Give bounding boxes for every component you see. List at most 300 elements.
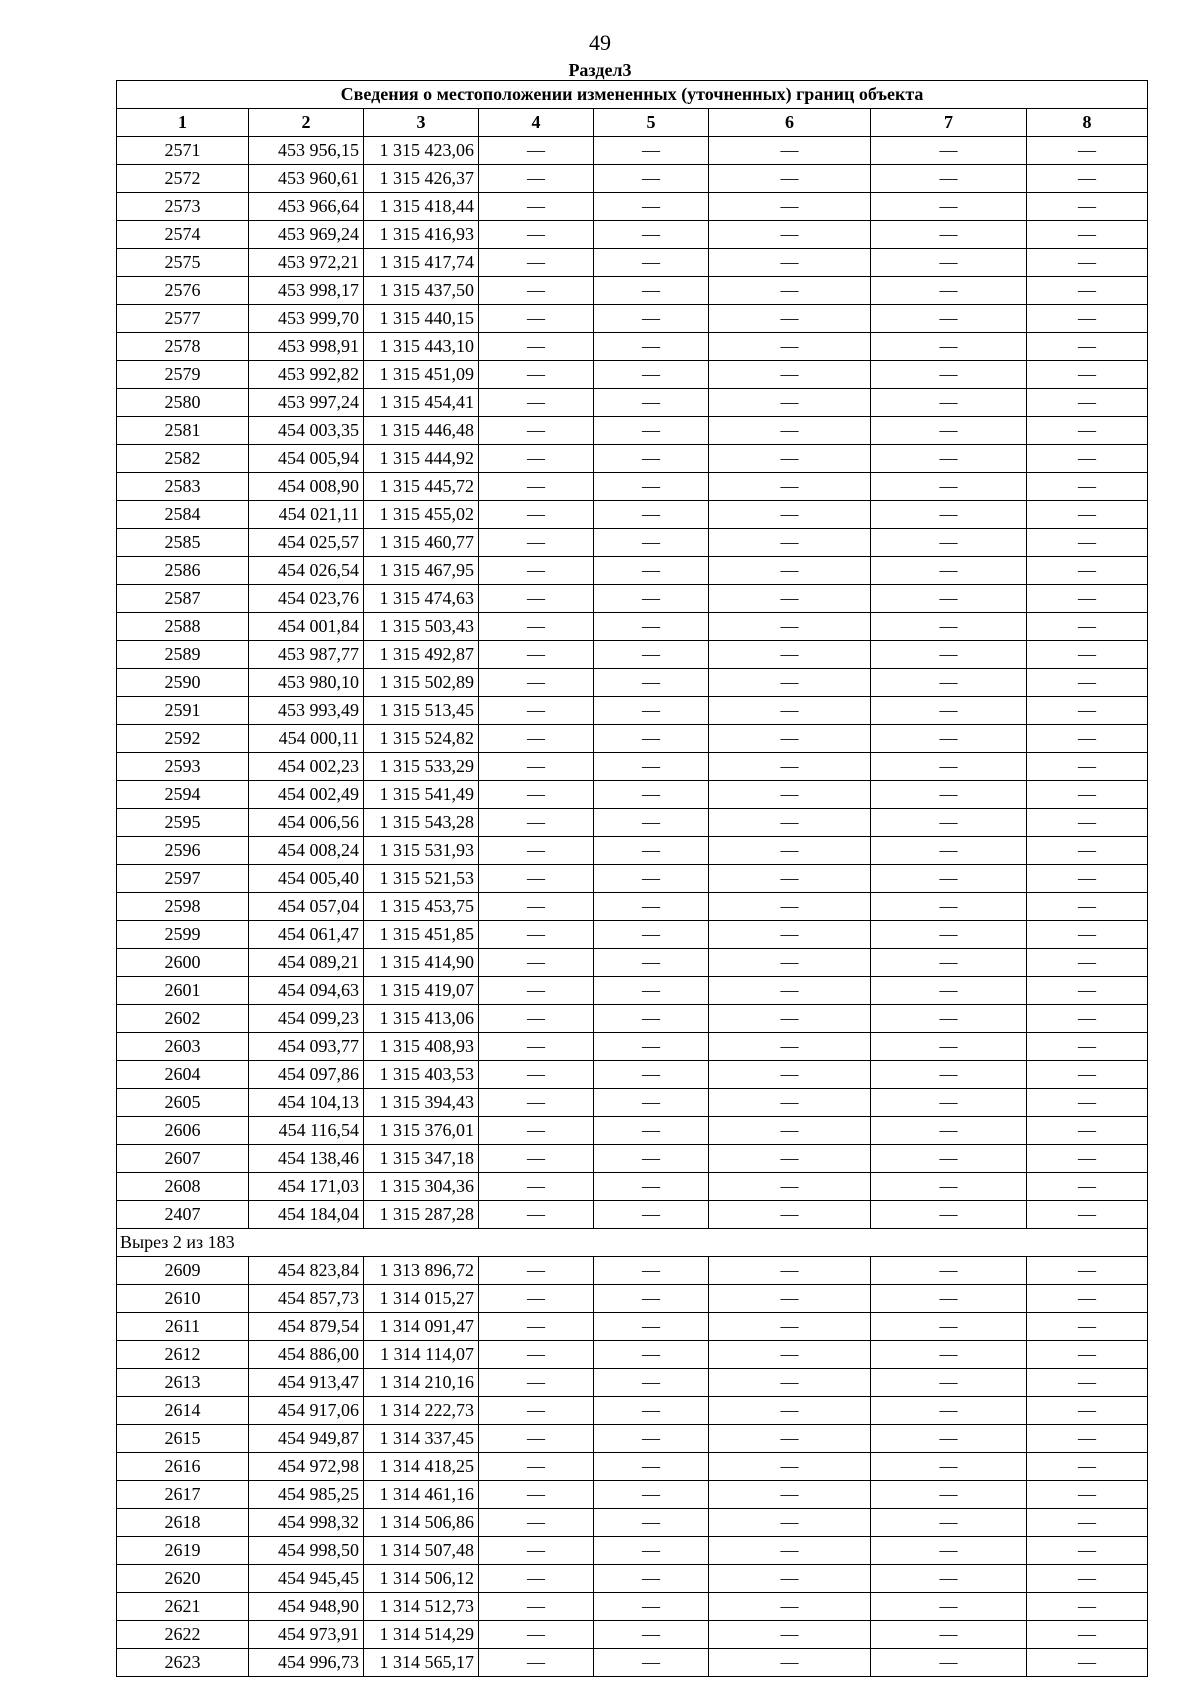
empty-dash-cell: — (1027, 1509, 1148, 1537)
coordinate-x-cell: 454 002,23 (249, 753, 364, 781)
empty-dash-cell: — (709, 1509, 871, 1537)
empty-dash-cell: — (1027, 1313, 1148, 1341)
empty-dash-cell: — (871, 165, 1027, 193)
table-row (117, 1453, 1148, 1481)
empty-dash-cell: — (871, 921, 1027, 949)
coordinate-y-cell: 1 314 512,73 (364, 1593, 479, 1621)
point-number-cell: 2587 (117, 585, 249, 613)
coordinate-x-cell: 454 026,54 (249, 557, 364, 585)
coordinate-y-cell: 1 315 531,93 (364, 837, 479, 865)
empty-dash-cell: — (709, 1649, 871, 1677)
empty-dash-cell: — (1027, 753, 1148, 781)
empty-dash-cell: — (479, 1425, 594, 1453)
empty-dash-cell: — (594, 473, 709, 501)
empty-dash-cell: — (1027, 557, 1148, 585)
empty-dash-cell: — (594, 333, 709, 361)
table-row (117, 1061, 1148, 1089)
empty-dash-cell: — (709, 1061, 871, 1089)
empty-dash-cell: — (871, 1537, 1027, 1565)
empty-dash-cell: — (594, 501, 709, 529)
empty-dash-cell: — (594, 1621, 709, 1649)
empty-dash-cell: — (871, 1145, 1027, 1173)
empty-dash-cell: — (479, 1453, 594, 1481)
empty-dash-cell: — (479, 1285, 594, 1313)
empty-dash-cell: — (1027, 1145, 1148, 1173)
coordinate-x-cell: 453 972,21 (249, 249, 364, 277)
coordinate-x-cell: 454 998,32 (249, 1509, 364, 1537)
empty-dash-cell: — (1027, 1201, 1148, 1229)
coordinate-x-cell: 454 948,90 (249, 1593, 364, 1621)
table-row (117, 1593, 1148, 1621)
point-number-cell: 2598 (117, 893, 249, 921)
point-number-cell: 2581 (117, 417, 249, 445)
empty-dash-cell: — (594, 1509, 709, 1537)
empty-dash-cell: — (871, 501, 1027, 529)
point-number-cell: 2610 (117, 1285, 249, 1313)
empty-dash-cell: — (709, 389, 871, 417)
coordinate-x-cell: 454 006,56 (249, 809, 364, 837)
empty-dash-cell: — (871, 697, 1027, 725)
empty-dash-cell: — (1027, 1649, 1148, 1677)
coordinate-x-cell: 454 886,00 (249, 1341, 364, 1369)
empty-dash-cell: — (594, 277, 709, 305)
column-header: 5 (594, 109, 709, 137)
empty-dash-cell: — (1027, 949, 1148, 977)
table-row (117, 949, 1148, 977)
empty-dash-cell: — (594, 641, 709, 669)
empty-dash-cell: — (871, 669, 1027, 697)
empty-dash-cell: — (709, 949, 871, 977)
empty-dash-cell: — (1027, 1285, 1148, 1313)
empty-dash-cell: — (1027, 1593, 1148, 1621)
empty-dash-cell: — (709, 1313, 871, 1341)
empty-dash-cell: — (871, 221, 1027, 249)
empty-dash-cell: — (709, 445, 871, 473)
table-row (117, 529, 1148, 557)
empty-dash-cell: — (594, 949, 709, 977)
table-row (117, 725, 1148, 753)
empty-dash-cell: — (479, 585, 594, 613)
table-row (117, 1509, 1148, 1537)
point-number-cell: 2586 (117, 557, 249, 585)
empty-dash-cell: — (709, 473, 871, 501)
coordinate-x-cell: 454 003,35 (249, 417, 364, 445)
point-number-cell: 2577 (117, 305, 249, 333)
point-number-cell: 2606 (117, 1117, 249, 1145)
empty-dash-cell: — (709, 1453, 871, 1481)
empty-dash-cell: — (594, 725, 709, 753)
point-number-cell: 2588 (117, 613, 249, 641)
empty-dash-cell: — (1027, 613, 1148, 641)
coordinate-x-cell: 453 998,17 (249, 277, 364, 305)
empty-dash-cell: — (1027, 333, 1148, 361)
empty-dash-cell: — (1027, 585, 1148, 613)
coordinate-x-cell: 453 966,64 (249, 193, 364, 221)
empty-dash-cell: — (479, 501, 594, 529)
empty-dash-cell: — (871, 949, 1027, 977)
page-number: 49 (589, 30, 611, 55)
table-row (117, 1117, 1148, 1145)
column-header: 1 (117, 109, 249, 137)
coordinate-x-cell: 454 094,63 (249, 977, 364, 1005)
table-row (117, 613, 1148, 641)
empty-dash-cell: — (1027, 1033, 1148, 1061)
coordinate-y-cell: 1 314 565,17 (364, 1649, 479, 1677)
empty-dash-cell: — (709, 809, 871, 837)
table-row (117, 809, 1148, 837)
empty-dash-cell: — (709, 501, 871, 529)
point-number-cell: 2589 (117, 641, 249, 669)
empty-dash-cell: — (479, 529, 594, 557)
point-number-cell: 2576 (117, 277, 249, 305)
coordinate-y-cell: 1 315 440,15 (364, 305, 479, 333)
empty-dash-cell: — (479, 949, 594, 977)
empty-dash-cell: — (594, 1173, 709, 1201)
empty-dash-cell: — (709, 1397, 871, 1425)
coordinate-x-cell: 454 879,54 (249, 1313, 364, 1341)
coordinate-y-cell: 1 315 416,93 (364, 221, 479, 249)
table-row (117, 249, 1148, 277)
table-row (117, 473, 1148, 501)
empty-dash-cell: — (871, 557, 1027, 585)
empty-dash-cell: — (709, 277, 871, 305)
empty-dash-cell: — (871, 781, 1027, 809)
empty-dash-cell: — (871, 1397, 1027, 1425)
empty-dash-cell: — (1027, 249, 1148, 277)
coordinate-y-cell: 1 315 503,43 (364, 613, 479, 641)
table-row (117, 669, 1148, 697)
coordinate-y-cell: 1 315 521,53 (364, 865, 479, 893)
empty-dash-cell: — (479, 249, 594, 277)
empty-dash-cell: — (709, 417, 871, 445)
empty-dash-cell: — (594, 165, 709, 193)
coordinate-x-cell: 454 996,73 (249, 1649, 364, 1677)
empty-dash-cell: — (479, 193, 594, 221)
point-number-cell: 2599 (117, 921, 249, 949)
table-row (117, 417, 1148, 445)
coordinate-x-cell: 454 002,49 (249, 781, 364, 809)
table-row (117, 1145, 1148, 1173)
empty-dash-cell: — (594, 781, 709, 809)
coordinate-x-cell: 454 021,11 (249, 501, 364, 529)
empty-dash-cell: — (871, 1173, 1027, 1201)
point-number-cell: 2597 (117, 865, 249, 893)
coordinate-y-cell: 1 315 502,89 (364, 669, 479, 697)
column-header: 8 (1027, 109, 1148, 137)
point-number-cell: 2580 (117, 389, 249, 417)
table-body (117, 137, 1148, 1677)
point-number-cell: 2593 (117, 753, 249, 781)
point-number-cell: 2623 (117, 1649, 249, 1677)
empty-dash-cell: — (871, 361, 1027, 389)
empty-dash-cell: — (479, 781, 594, 809)
coordinates-table (116, 80, 1148, 1677)
empty-dash-cell: — (479, 1537, 594, 1565)
empty-dash-cell: — (709, 1201, 871, 1229)
empty-dash-cell: — (709, 1425, 871, 1453)
table-row (117, 193, 1148, 221)
point-number-cell: 2618 (117, 1509, 249, 1537)
coordinate-x-cell: 454 184,04 (249, 1201, 364, 1229)
table-row (117, 1313, 1148, 1341)
coordinate-y-cell: 1 315 419,07 (364, 977, 479, 1005)
table-row (117, 865, 1148, 893)
empty-dash-cell: — (871, 1061, 1027, 1089)
empty-dash-cell: — (594, 445, 709, 473)
column-header: 4 (479, 109, 594, 137)
empty-dash-cell: — (871, 249, 1027, 277)
empty-dash-cell: — (594, 1453, 709, 1481)
coordinate-y-cell: 1 315 423,06 (364, 137, 479, 165)
empty-dash-cell: — (1027, 725, 1148, 753)
empty-dash-cell: — (479, 697, 594, 725)
coordinate-y-cell: 1 314 222,73 (364, 1397, 479, 1425)
empty-dash-cell: — (594, 1649, 709, 1677)
empty-dash-cell: — (1027, 1369, 1148, 1397)
coordinate-y-cell: 1 314 514,29 (364, 1621, 479, 1649)
point-number-cell: 2583 (117, 473, 249, 501)
empty-dash-cell: — (1027, 1061, 1148, 1089)
coordinate-y-cell: 1 315 451,85 (364, 921, 479, 949)
coordinate-y-cell: 1 315 467,95 (364, 557, 479, 585)
coordinate-y-cell: 1 313 896,72 (364, 1257, 479, 1285)
empty-dash-cell: — (594, 1005, 709, 1033)
table-row (117, 361, 1148, 389)
empty-dash-cell: — (594, 1397, 709, 1425)
empty-dash-cell: — (594, 193, 709, 221)
empty-dash-cell: — (479, 865, 594, 893)
empty-dash-cell: — (479, 1089, 594, 1117)
coordinate-x-cell: 454 116,54 (249, 1117, 364, 1145)
column-header: 3 (364, 109, 479, 137)
coordinate-x-cell: 454 998,50 (249, 1537, 364, 1565)
empty-dash-cell: — (709, 613, 871, 641)
empty-dash-cell: — (479, 669, 594, 697)
empty-dash-cell: — (1027, 1537, 1148, 1565)
empty-dash-cell: — (709, 333, 871, 361)
point-number-cell: 2611 (117, 1313, 249, 1341)
point-number-cell: 2614 (117, 1397, 249, 1425)
empty-dash-cell: — (479, 1593, 594, 1621)
point-number-cell: 2596 (117, 837, 249, 865)
empty-dash-cell: — (594, 1313, 709, 1341)
subsection-label: Вырез 2 из 183 (117, 1229, 1148, 1257)
empty-dash-cell: — (871, 333, 1027, 361)
coordinate-x-cell: 454 008,24 (249, 837, 364, 865)
empty-dash-cell: — (1027, 1481, 1148, 1509)
coordinate-y-cell: 1 315 446,48 (364, 417, 479, 445)
empty-dash-cell: — (479, 1313, 594, 1341)
empty-dash-cell: — (594, 389, 709, 417)
coordinate-y-cell: 1 315 543,28 (364, 809, 479, 837)
empty-dash-cell: — (709, 1145, 871, 1173)
coordinate-x-cell: 454 985,25 (249, 1481, 364, 1509)
point-number-cell: 2600 (117, 949, 249, 977)
empty-dash-cell: — (479, 137, 594, 165)
coordinate-y-cell: 1 315 443,10 (364, 333, 479, 361)
coordinate-y-cell: 1 315 451,09 (364, 361, 479, 389)
empty-dash-cell: — (871, 1509, 1027, 1537)
coordinate-x-cell: 454 823,84 (249, 1257, 364, 1285)
coordinate-y-cell: 1 315 413,06 (364, 1005, 479, 1033)
coordinate-y-cell: 1 315 513,45 (364, 697, 479, 725)
empty-dash-cell: — (594, 1257, 709, 1285)
coordinate-y-cell: 1 314 337,45 (364, 1425, 479, 1453)
table-row (117, 1565, 1148, 1593)
empty-dash-cell: — (1027, 193, 1148, 221)
empty-dash-cell: — (594, 1565, 709, 1593)
empty-dash-cell: — (1027, 1425, 1148, 1453)
empty-dash-cell: — (1027, 389, 1148, 417)
coordinate-x-cell: 454 057,04 (249, 893, 364, 921)
empty-dash-cell: — (1027, 305, 1148, 333)
point-number-cell: 2622 (117, 1621, 249, 1649)
coordinate-x-cell: 453 956,15 (249, 137, 364, 165)
empty-dash-cell: — (709, 249, 871, 277)
empty-dash-cell: — (709, 1341, 871, 1369)
coordinate-y-cell: 1 315 492,87 (364, 641, 479, 669)
coordinate-y-cell: 1 314 210,16 (364, 1369, 479, 1397)
empty-dash-cell: — (871, 417, 1027, 445)
coordinate-y-cell: 1 315 454,41 (364, 389, 479, 417)
empty-dash-cell: — (479, 1565, 594, 1593)
empty-dash-cell: — (871, 1201, 1027, 1229)
empty-dash-cell: — (479, 1481, 594, 1509)
point-number-cell: 2579 (117, 361, 249, 389)
empty-dash-cell: — (871, 529, 1027, 557)
empty-dash-cell: — (871, 865, 1027, 893)
coordinate-y-cell: 1 315 394,43 (364, 1089, 479, 1117)
point-number-cell: 2608 (117, 1173, 249, 1201)
empty-dash-cell: — (871, 137, 1027, 165)
empty-dash-cell: — (1027, 277, 1148, 305)
empty-dash-cell: — (709, 529, 871, 557)
coordinate-x-cell: 454 061,47 (249, 921, 364, 949)
coordinate-x-cell: 454 097,86 (249, 1061, 364, 1089)
empty-dash-cell: — (709, 725, 871, 753)
empty-dash-cell: — (709, 921, 871, 949)
empty-dash-cell: — (709, 837, 871, 865)
empty-dash-cell: — (1027, 361, 1148, 389)
point-number-cell: 2575 (117, 249, 249, 277)
empty-dash-cell: — (594, 1201, 709, 1229)
coordinate-x-cell: 454 093,77 (249, 1033, 364, 1061)
column-header: 2 (249, 109, 364, 137)
empty-dash-cell: — (1027, 697, 1148, 725)
empty-dash-cell: — (709, 1537, 871, 1565)
table-row (117, 445, 1148, 473)
table-row (117, 1089, 1148, 1117)
table-row (117, 921, 1148, 949)
table-row (117, 1537, 1148, 1565)
empty-dash-cell: — (1027, 501, 1148, 529)
table-row (117, 893, 1148, 921)
empty-dash-cell: — (871, 585, 1027, 613)
empty-dash-cell: — (479, 1201, 594, 1229)
point-number-cell: 2574 (117, 221, 249, 249)
empty-dash-cell: — (871, 1285, 1027, 1313)
empty-dash-cell: — (709, 165, 871, 193)
point-number-cell: 2607 (117, 1145, 249, 1173)
coordinate-y-cell: 1 314 506,12 (364, 1565, 479, 1593)
empty-dash-cell: — (479, 305, 594, 333)
table-row (117, 781, 1148, 809)
coordinate-x-cell: 453 999,70 (249, 305, 364, 333)
empty-dash-cell: — (871, 893, 1027, 921)
point-number-cell: 2595 (117, 809, 249, 837)
empty-dash-cell: — (1027, 669, 1148, 697)
empty-dash-cell: — (479, 1621, 594, 1649)
empty-dash-cell: — (709, 1173, 871, 1201)
coordinate-y-cell: 1 315 287,28 (364, 1201, 479, 1229)
empty-dash-cell: — (709, 1033, 871, 1061)
point-number-cell: 2590 (117, 669, 249, 697)
coordinate-y-cell: 1 315 418,44 (364, 193, 479, 221)
empty-dash-cell: — (871, 1565, 1027, 1593)
empty-dash-cell: — (479, 417, 594, 445)
table-row (117, 837, 1148, 865)
empty-dash-cell: — (479, 725, 594, 753)
empty-dash-cell: — (479, 921, 594, 949)
empty-dash-cell: — (594, 137, 709, 165)
empty-dash-cell: — (709, 193, 871, 221)
empty-dash-cell: — (709, 753, 871, 781)
empty-dash-cell: — (1027, 1565, 1148, 1593)
empty-dash-cell: — (709, 221, 871, 249)
table-row (117, 697, 1148, 725)
empty-dash-cell: — (594, 613, 709, 641)
point-number-cell: 2615 (117, 1425, 249, 1453)
empty-dash-cell: — (1027, 1089, 1148, 1117)
empty-dash-cell: — (479, 1509, 594, 1537)
coordinate-x-cell: 454 005,40 (249, 865, 364, 893)
empty-dash-cell: — (1027, 1257, 1148, 1285)
empty-dash-cell: — (479, 1649, 594, 1677)
table-row (117, 1397, 1148, 1425)
coordinate-x-cell: 454 913,47 (249, 1369, 364, 1397)
coordinate-y-cell: 1 315 347,18 (364, 1145, 479, 1173)
empty-dash-cell: — (871, 1313, 1027, 1341)
empty-dash-cell: — (709, 1593, 871, 1621)
coordinate-y-cell: 1 314 091,47 (364, 1313, 479, 1341)
empty-dash-cell: — (1027, 529, 1148, 557)
empty-dash-cell: — (709, 1005, 871, 1033)
empty-dash-cell: — (594, 809, 709, 837)
empty-dash-cell: — (594, 893, 709, 921)
empty-dash-cell: — (594, 865, 709, 893)
empty-dash-cell: — (709, 1369, 871, 1397)
empty-dash-cell: — (871, 193, 1027, 221)
table-row (117, 1201, 1148, 1229)
empty-dash-cell: — (479, 893, 594, 921)
coordinate-x-cell: 453 960,61 (249, 165, 364, 193)
coordinate-y-cell: 1 315 474,63 (364, 585, 479, 613)
empty-dash-cell: — (594, 1481, 709, 1509)
empty-dash-cell: — (871, 1089, 1027, 1117)
coordinate-y-cell: 1 315 453,75 (364, 893, 479, 921)
point-number-cell: 2584 (117, 501, 249, 529)
empty-dash-cell: — (1027, 809, 1148, 837)
empty-dash-cell: — (709, 669, 871, 697)
coordinate-y-cell: 1 315 408,93 (364, 1033, 479, 1061)
table-row (117, 1257, 1148, 1285)
coordinate-x-cell: 453 992,82 (249, 361, 364, 389)
coordinate-x-cell: 454 917,06 (249, 1397, 364, 1425)
empty-dash-cell: — (594, 529, 709, 557)
table-row (117, 1425, 1148, 1453)
point-number-cell: 2407 (117, 1201, 249, 1229)
empty-dash-cell: — (871, 753, 1027, 781)
